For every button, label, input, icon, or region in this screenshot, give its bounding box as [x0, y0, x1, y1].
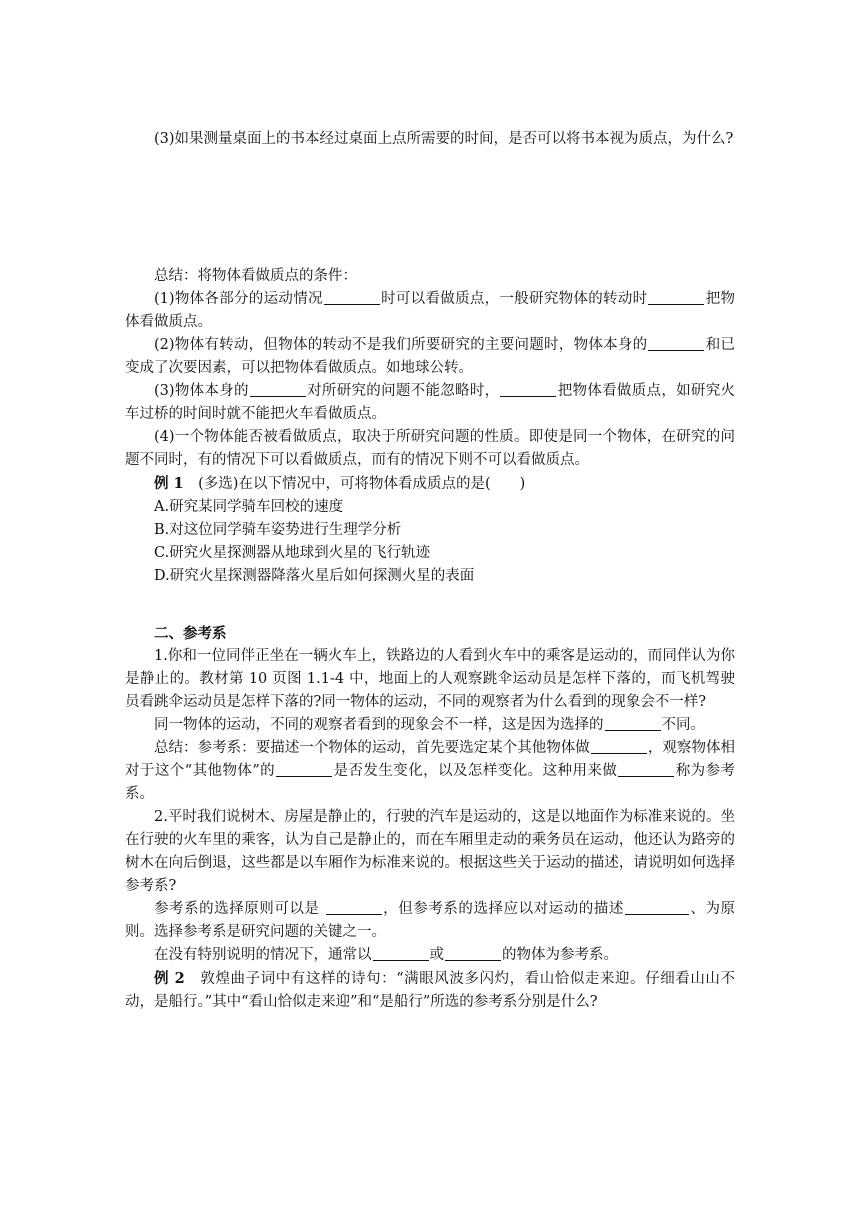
answer-blank[interactable]	[276, 762, 332, 777]
selection-principle: 参考系的选择原则可以是 ，但参考系的选择应以对运动的描述 、为原则。选择参考系是研究问题的关键之一。	[125, 901, 736, 940]
example-1-option-a: A.研究某同学骑车回校的速度	[154, 499, 344, 515]
answer-blank[interactable]	[605, 716, 661, 731]
section-2-question-1: 1.你和一位同伴正坐在一辆火车上，铁路边的人看到火车中的乘客是运动的，而同伴认为你是静止的。教材第 10 页图 1.1-4 中，地面上的人观察跳伞运动员是怎样下落的，而飞机驾驶员看跳伞运动员是怎样下落的?同一物体的运动，不同的观察者为什么看到的现象会不一样?	[125, 648, 735, 710]
reference-frame-section	[125, 622, 735, 1014]
answer-blank[interactable]	[250, 382, 306, 397]
condition-3: (3)物体本身的 对所研究的问题不能忽略时， 把物体看做质点，如研究火车过桥的时间时就不能把火车看做质点。	[125, 383, 735, 422]
example-1-option-c: C.研究火星探测器从地球到火星的飞行轨迹	[154, 545, 431, 561]
condition-2: (2)物体有转动，但物体的转动不是我们所要研究的主要问题时，物体本身的 和已变成了次要因素，可以把物体看做质点。如地球公转。	[125, 337, 735, 376]
summary-title: 总结：将物体看做质点的条件：	[154, 268, 357, 284]
answer-blank[interactable]	[500, 382, 556, 397]
answer-blank[interactable]	[648, 336, 704, 351]
reference-frame-summary: 总结：参考系：要描述一个物体的运动，首先要选定某个其他物体做 ，观察物体相对于这个“其他物体”的 是否发生变化，以及怎样变化。这种用来做 称为参考系。	[125, 740, 736, 802]
section-2-answer-1: 同一物体的运动，不同的观察者看到的现象会不一样，这是因为选择的 不同。	[154, 717, 705, 733]
answer-blank[interactable]	[625, 900, 689, 915]
answer-blank[interactable]	[648, 290, 704, 305]
section-2-title: 二、参考系	[154, 625, 227, 642]
answer-blank[interactable]	[324, 290, 380, 305]
example-2: 例 2 敦煌曲子词中有这样的诗句：“满眼风波多闪灼，看山恰似走来迎。仔细看山山不动，是船行。”其中“看山恰似走来迎”和“是船行”所选的参考系分别是什么?	[125, 970, 735, 1010]
answer-blank[interactable]	[591, 739, 647, 754]
example-1-stem: 例 1 (多选)在以下情况中，可将物体看成质点的是( )	[154, 475, 526, 492]
answer-blank[interactable]	[618, 762, 674, 777]
answer-blank[interactable]	[445, 946, 501, 961]
example-1-label: 例 1	[154, 475, 184, 492]
default-reference-frame: 在没有特别说明的情况下，通常以 或 的物体为参考系。	[154, 947, 618, 963]
answer-blank[interactable]	[373, 946, 429, 961]
section-2-question-2: 2.平时我们说树木、房屋是静止的，行驶的汽车是运动的，这是以地面作为标准来说的。坐在行驶的火车里的乘客，认为自己是静止的，而在车厢里走动的乘务员在运动，他还认为路旁的树木在向后倒退，这些都是以车厢作为标准来说的。根据这些关于运动的描述，请说明如何选择参考系?	[125, 809, 735, 894]
condition-1: (1)物体各部分的运动情况 时可以看做质点，一般研究物体的转动时 把物体看做质点。	[125, 291, 736, 330]
particle-conditions-summary	[125, 265, 735, 588]
example-1-option-b: B.对这位同学骑车姿势进行生理学分析	[154, 522, 402, 538]
example-2-label: 例 2	[154, 970, 185, 987]
question-3-text: (3)如果测量桌面上的书本经过桌面上点所需要的时间，是否可以将书本视为质点，为什么?	[154, 131, 734, 147]
question-3	[125, 128, 735, 151]
condition-4: (4)一个物体能否被看做质点，取决于所研究问题的性质。即使是同一个物体，在研究的问题不同时，有的情况下可以看做质点，而有的情况下则不可以看做质点。	[125, 429, 735, 468]
example-1-option-d: D.研究火星探测器降落火星后如何探测火星的表面	[154, 568, 475, 584]
answer-blank[interactable]	[326, 900, 382, 915]
